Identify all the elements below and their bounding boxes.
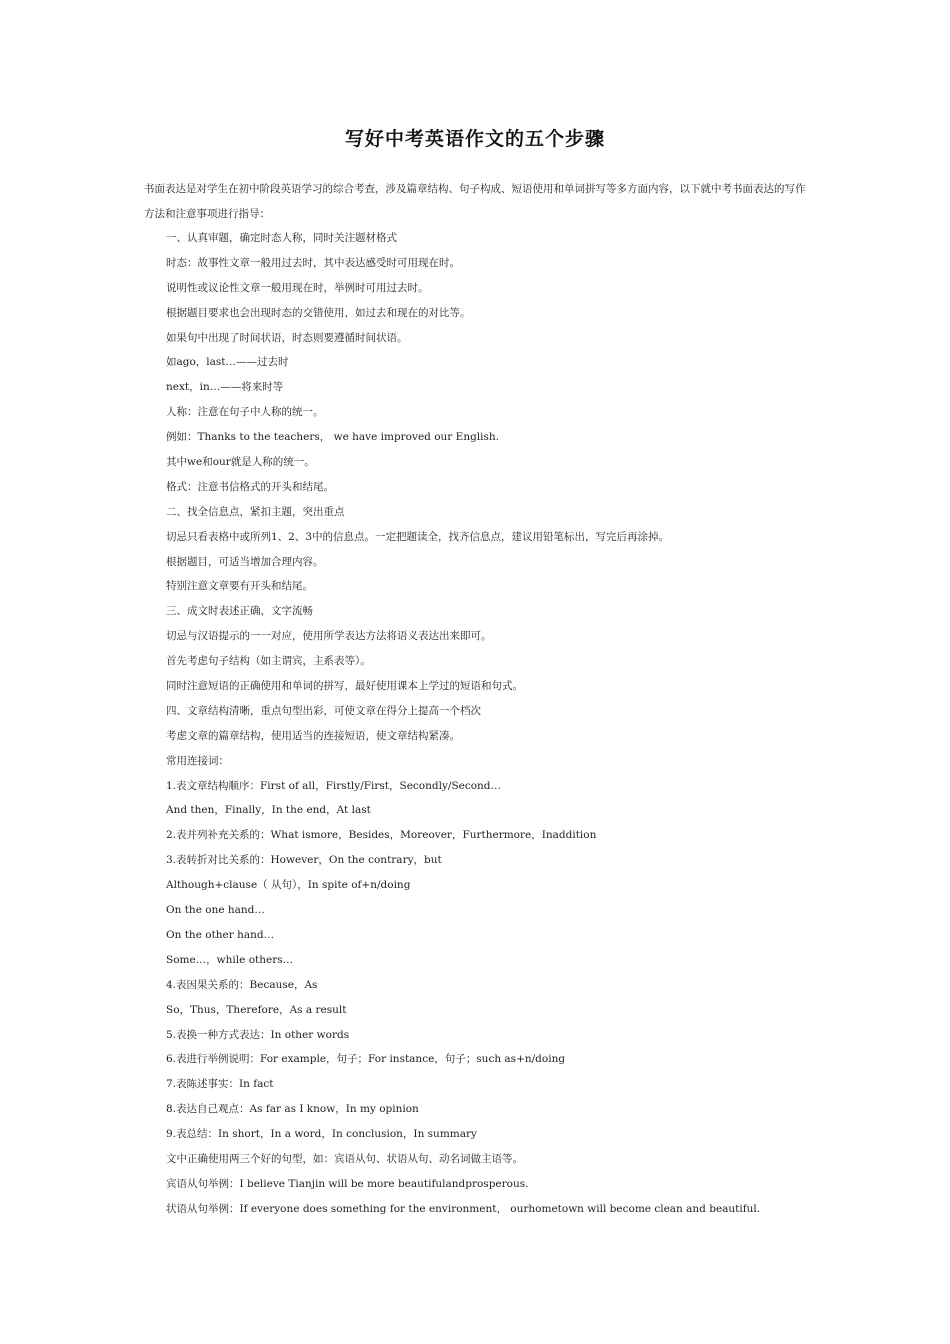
content-line: 4.表因果关系的：Because，As bbox=[166, 978, 318, 991]
content-line: next，in…——将来时等 bbox=[166, 381, 284, 394]
content-line: 2.表并列补充关系的：What ismore，Besides，Moreover，Furthermore，Inaddition bbox=[166, 829, 597, 842]
content-line: 状语从句举例：If everyone does something for the environment， ourhometown will become clean and beautiful. bbox=[166, 1202, 761, 1215]
intro-paragraph: 书面表达是对学生在初中阶段英语学习的综合考查，涉及篇章结构、句子构成、短语使用和单词拼写等多方面内容，以下就中考书面表达的写作方法和注意事项进行指导： bbox=[144, 183, 806, 220]
content-line: 根据题目要求也会出现时态的交错使用，如过去和现在的对比等。 bbox=[166, 306, 471, 319]
content-line: 8.表达自己观点：As far as I know，In my opinion bbox=[166, 1103, 419, 1116]
content-line: 一、认真审题，确定时态人称，同时关注题材格式 bbox=[166, 232, 397, 244]
content-lines bbox=[166, 226, 826, 1222]
content-line: 切忌只看表格中或所列1、2、3中的信息点。一定把题读全，找齐信息点，建议用铅笔标出，写完后再涂掉。 bbox=[166, 530, 670, 543]
content-line: 四、文章结构清晰，重点句型出彩，可使文章在得分上提高一个档次 bbox=[166, 704, 481, 717]
content-line: 考虑文章的篇章结构，使用适当的连接短语，使文章结构紧凑。 bbox=[166, 729, 460, 742]
content-line: 特别注意文章要有开头和结尾。 bbox=[166, 580, 313, 593]
content-line: And then，Finally，In the end，At last bbox=[166, 804, 371, 817]
content-line: 其中we和our就是人称的统一。 bbox=[166, 456, 315, 469]
content-line: 首先考虑句子结构（如主谓宾，主系表等）。 bbox=[166, 655, 371, 668]
content-line: 切忌与汉语提示的一一对应，使用所学表达方法将语义表达出来即可。 bbox=[166, 630, 492, 643]
document-title: 写好中考英语作文的五个步骤 bbox=[344, 128, 605, 150]
content-line: 三、成文时表述正确，文字流畅 bbox=[166, 605, 313, 618]
content-line: So，Thus，Therefore，As a result bbox=[166, 1003, 347, 1016]
content-line: 9.表总结：In short，In a word，In conclusion，In summary bbox=[166, 1128, 477, 1141]
content-line: Although+clause（ 从句），In spite of+n/doing bbox=[166, 879, 411, 892]
content-line: 说明性或议论性文章一般用现在时，举例时可用过去时。 bbox=[166, 281, 429, 294]
content-line: On the one hand… bbox=[166, 904, 265, 917]
content-line: Some…，while others… bbox=[166, 953, 294, 966]
content-line: 二、找全信息点，紧扣主题，突出重点 bbox=[166, 505, 345, 518]
content-line: 人称：注意在句子中人称的统一。 bbox=[166, 406, 324, 419]
content-line: 文中正确使用两三个好的句型，如：宾语从句、状语从句、动名词做主语等。 bbox=[166, 1152, 523, 1165]
content-line: 1.表文章结构顺序：First of all，Firstly/First，Secondly/Second… bbox=[166, 779, 502, 792]
content-line: 时态：故事性文章一般用过去时，其中表达感受时可用现在时。 bbox=[166, 256, 460, 269]
content-line: 6.表进行举例说明：For example，句子；For instance，句子；such as+n/doing bbox=[166, 1053, 566, 1066]
content-line: 3.表转折对比关系的：However，On the contrary，but bbox=[166, 854, 442, 867]
content-line: 7.表陈述事实：In fact bbox=[166, 1078, 274, 1091]
content-line: 例如：Thanks to the teachers， we have improved our English. bbox=[166, 431, 500, 444]
content-line: 宾语从句举例：I believe Tianjin will be more beautifulandprosperous. bbox=[166, 1177, 529, 1190]
content-line: 常用连接词： bbox=[166, 754, 229, 767]
content-line: 如果句中出现了时间状语，时态则要遵循时间状语。 bbox=[166, 331, 408, 344]
content-line: 同时注意短语的正确使用和单词的拼写，最好使用课本上学过的短语和句式。 bbox=[166, 680, 523, 693]
content-line: 格式：注意书信格式的开头和结尾。 bbox=[166, 480, 334, 493]
content-line: 5.表换一种方式表达：In other words bbox=[166, 1028, 350, 1041]
content-line: 根据题目，可适当增加合理内容。 bbox=[166, 555, 324, 568]
content-line: 如ago，last…——过去时 bbox=[166, 356, 289, 369]
content-line: On the other hand… bbox=[166, 928, 275, 941]
